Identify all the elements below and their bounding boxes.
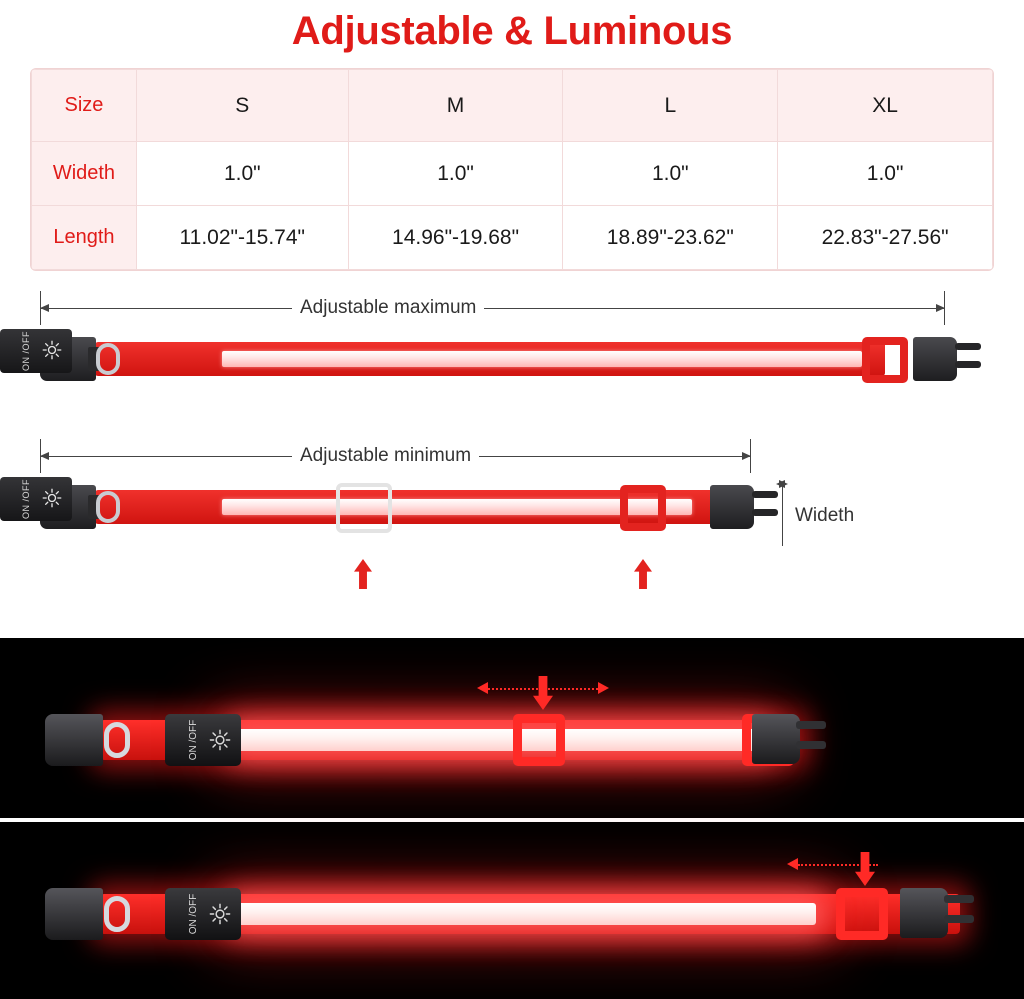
collar-night-extended xyxy=(0,638,1024,818)
size-chart xyxy=(30,68,994,271)
d-ring xyxy=(96,491,120,523)
adjuster-slider[interactable] xyxy=(513,714,565,766)
adjust-arrow-right-icon xyxy=(598,682,609,694)
adjuster-slider[interactable] xyxy=(862,337,908,383)
adjuster-slider[interactable] xyxy=(620,485,666,531)
adjuster-slider-ghost xyxy=(336,483,392,533)
brightness-icon xyxy=(209,903,231,925)
column-header-xl: XL xyxy=(778,70,993,142)
switch-label: ON /OFF xyxy=(21,479,31,519)
cell-length-l: 18.89"-23.62" xyxy=(563,206,778,270)
cell-wideth-l: 1.0" xyxy=(563,142,778,206)
brightness-icon xyxy=(42,340,62,360)
row-label-wideth: Wideth xyxy=(32,142,137,206)
power-switch-module[interactable] xyxy=(165,714,241,766)
buckle-prong-bottom xyxy=(752,509,778,516)
night-photo-bottom xyxy=(0,822,1024,999)
column-header-m: M xyxy=(348,70,563,142)
brightness-icon xyxy=(42,488,62,508)
callout-arrow-down xyxy=(533,676,553,710)
cell-length-s: 11.02"-15.74" xyxy=(136,206,348,270)
buckle-prong-top xyxy=(796,721,826,729)
collar-illustration-min xyxy=(0,477,1024,547)
label-adjustable-maximum: Adjustable maximum xyxy=(292,297,484,319)
collar-light-strip xyxy=(222,351,862,367)
d-ring xyxy=(96,343,120,375)
power-switch-module[interactable] xyxy=(0,329,72,373)
cell-wideth-m: 1.0" xyxy=(348,142,563,206)
table-row xyxy=(32,206,993,270)
d-ring xyxy=(104,896,130,932)
cell-length-m: 14.96"-19.68" xyxy=(348,206,563,270)
width-dimension-line xyxy=(782,484,783,546)
side-release-buckle xyxy=(45,714,103,766)
buckle-prong-bottom xyxy=(796,741,826,749)
buckle-prong-bottom xyxy=(955,361,981,368)
cell-length-xl: 22.83"-27.56" xyxy=(778,206,993,270)
side-release-buckle xyxy=(45,888,103,940)
night-photo-top xyxy=(0,638,1024,818)
collar-light-strip xyxy=(236,729,766,751)
collar-night-compact xyxy=(0,822,1024,999)
label-wideth: Wideth xyxy=(795,505,855,526)
adjuster-slider[interactable] xyxy=(836,888,888,940)
column-header-l: L xyxy=(563,70,778,142)
switch-label: ON /OFF xyxy=(21,331,31,371)
buckle-prong-top xyxy=(752,491,778,498)
adjust-arrow-left-icon xyxy=(787,858,798,870)
power-switch-module[interactable] xyxy=(0,477,72,521)
switch-label: ON /OFF xyxy=(187,893,199,935)
adjust-arrow-left-icon xyxy=(477,682,488,694)
buckle-clip-right xyxy=(900,888,948,938)
page-title: Adjustable & Luminous xyxy=(291,9,733,53)
collar-illustration-max xyxy=(0,329,1024,399)
label-adjustable-minimum: Adjustable minimum xyxy=(292,445,479,467)
column-header-size: Size xyxy=(32,70,137,142)
buckle-clip-right xyxy=(913,337,957,381)
buckle-clip-right xyxy=(752,714,800,764)
size-table xyxy=(31,69,993,270)
column-header-s: S xyxy=(136,70,348,142)
callout-arrow-red-slider xyxy=(634,559,652,589)
buckle-clip-right xyxy=(710,485,754,529)
power-switch-module[interactable] xyxy=(165,888,241,940)
table-row xyxy=(32,142,993,206)
table-header-row xyxy=(32,70,993,142)
buckle-prong-top xyxy=(944,895,974,903)
cell-wideth-xl: 1.0" xyxy=(778,142,993,206)
brightness-icon xyxy=(209,729,231,751)
row-label-length: Length xyxy=(32,206,137,270)
measurement-diagram xyxy=(0,281,1024,611)
d-ring xyxy=(104,722,130,758)
callout-arrow-down xyxy=(855,852,875,886)
buckle-prong-bottom xyxy=(944,915,974,923)
buckle-prong-top xyxy=(955,343,981,350)
dimension-line-max xyxy=(40,308,945,309)
cell-wideth-s: 1.0" xyxy=(136,142,348,206)
callout-arrow-ghost-slider xyxy=(354,559,372,589)
switch-label: ON /OFF xyxy=(187,719,199,761)
collar-light-strip xyxy=(236,903,816,925)
